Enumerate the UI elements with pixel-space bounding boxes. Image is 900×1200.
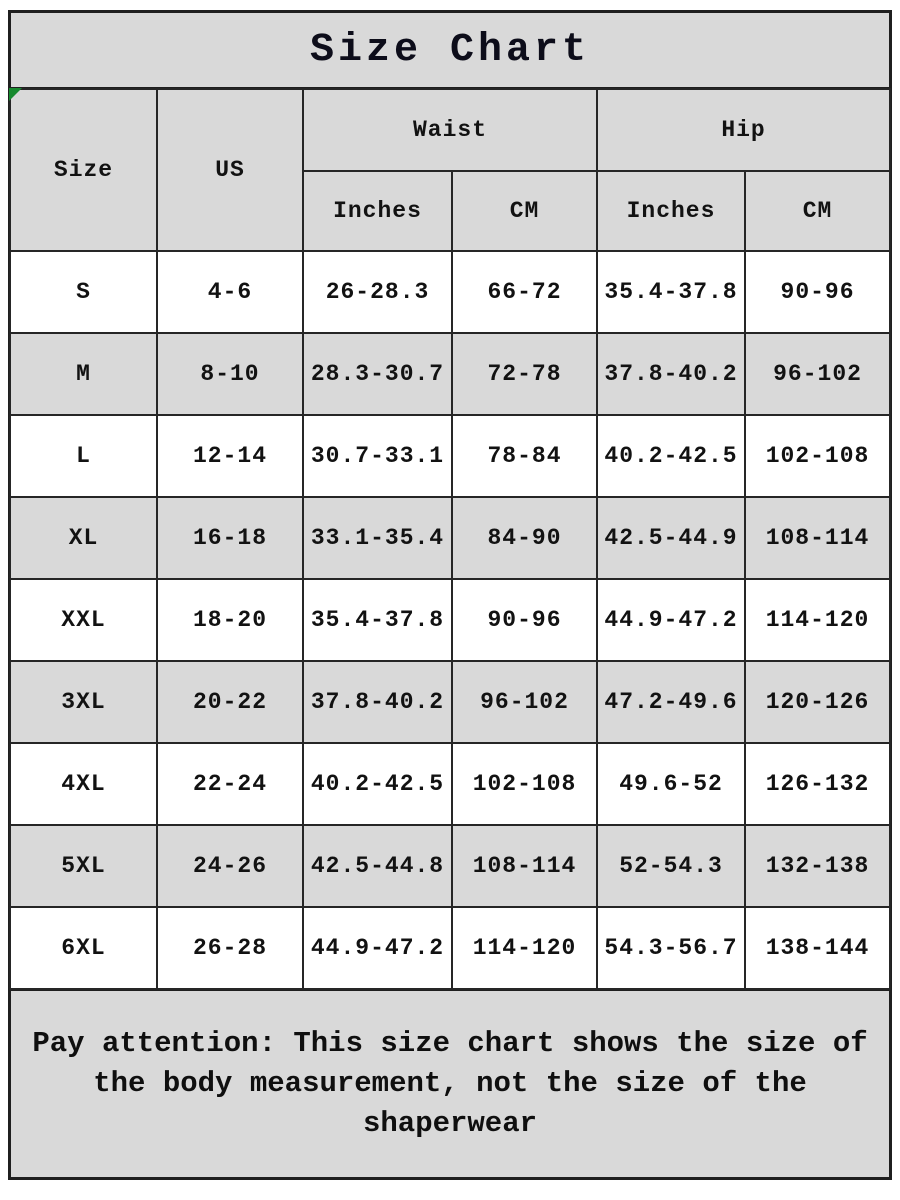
size-cell: 3XL	[10, 661, 157, 743]
table-row-3xl	[10, 661, 890, 743]
waist-inches-cell: 35.4-37.8	[303, 579, 452, 661]
attention-note-text: Pay attention: This size chart shows the size of the body measurement, not the size of the shaperwear	[32, 1026, 868, 1140]
waist-inches-cell: 33.1-35.4	[303, 497, 452, 579]
hip-inches-cell: 35.4-37.8	[597, 251, 745, 333]
hip-inches-cell: 49.6-52	[597, 743, 745, 825]
size-cell: L	[10, 415, 157, 497]
header-size: Size	[10, 89, 157, 251]
size-cell: M	[10, 333, 157, 415]
header-us: US	[157, 89, 303, 251]
header-waist: Waist	[303, 89, 597, 171]
hip-cm-cell: 138-144	[745, 907, 890, 989]
table-row-l	[10, 415, 890, 497]
header-hip-inches: Inches	[597, 171, 745, 251]
waist-cm-cell: 84-90	[452, 497, 597, 579]
waist-cm-cell: 78-84	[452, 415, 597, 497]
table-row-xxl	[10, 579, 890, 661]
us-cell: 12-14	[157, 415, 303, 497]
hip-cm-cell: 90-96	[745, 251, 890, 333]
table-row-xl	[10, 497, 890, 579]
size-cell: 5XL	[10, 825, 157, 907]
hip-inches-cell: 44.9-47.2	[597, 579, 745, 661]
waist-inches-cell: 42.5-44.8	[303, 825, 452, 907]
hip-inches-cell: 52-54.3	[597, 825, 745, 907]
size-cell: S	[10, 251, 157, 333]
header-hip-cm: CM	[745, 171, 890, 251]
table-row-m	[10, 333, 890, 415]
hip-cm-cell: 108-114	[745, 497, 890, 579]
hip-inches-cell: 42.5-44.9	[597, 497, 745, 579]
size-table-container	[8, 87, 892, 991]
header-group-row	[10, 89, 890, 171]
size-cell: XL	[10, 497, 157, 579]
hip-inches-cell: 40.2-42.5	[597, 415, 745, 497]
waist-inches-cell: 26-28.3	[303, 251, 452, 333]
hip-cm-cell: 102-108	[745, 415, 890, 497]
us-cell: 18-20	[157, 579, 303, 661]
waist-cm-cell: 72-78	[452, 333, 597, 415]
us-cell: 26-28	[157, 907, 303, 989]
table-header	[10, 89, 890, 251]
table-row-5xl	[10, 825, 890, 907]
us-cell: 20-22	[157, 661, 303, 743]
hip-inches-cell: 47.2-49.6	[597, 661, 745, 743]
waist-inches-cell: 44.9-47.2	[303, 907, 452, 989]
table-row-s	[10, 251, 890, 333]
waist-cm-cell: 114-120	[452, 907, 597, 989]
size-table	[9, 88, 891, 990]
us-cell: 22-24	[157, 743, 303, 825]
hip-inches-cell: 54.3-56.7	[597, 907, 745, 989]
table-body	[10, 251, 890, 989]
title-box	[8, 10, 892, 90]
waist-inches-cell: 37.8-40.2	[303, 661, 452, 743]
waist-cm-cell: 66-72	[452, 251, 597, 333]
size-cell: 4XL	[10, 743, 157, 825]
header-waist-inches: Inches	[303, 171, 452, 251]
us-cell: 16-18	[157, 497, 303, 579]
header-waist-cm: CM	[452, 171, 597, 251]
hip-cm-cell: 132-138	[745, 825, 890, 907]
hip-cm-cell: 114-120	[745, 579, 890, 661]
size-chart-sheet	[8, 10, 892, 1180]
waist-cm-cell: 96-102	[452, 661, 597, 743]
header-hip: Hip	[597, 89, 890, 171]
us-cell: 4-6	[157, 251, 303, 333]
table-row-4xl	[10, 743, 890, 825]
hip-inches-cell: 37.8-40.2	[597, 333, 745, 415]
waist-inches-cell: 28.3-30.7	[303, 333, 452, 415]
waist-inches-cell: 40.2-42.5	[303, 743, 452, 825]
hip-cm-cell: 126-132	[745, 743, 890, 825]
waist-cm-cell: 90-96	[452, 579, 597, 661]
waist-cm-cell: 108-114	[452, 825, 597, 907]
waist-inches-cell: 30.7-33.1	[303, 415, 452, 497]
size-cell: XXL	[10, 579, 157, 661]
attention-note-box	[8, 988, 892, 1180]
page-title: Size Chart	[309, 27, 591, 73]
green-corner-triangle-icon	[9, 88, 22, 101]
table-row-6xl	[10, 907, 890, 989]
hip-cm-cell: 120-126	[745, 661, 890, 743]
us-cell: 8-10	[157, 333, 303, 415]
hip-cm-cell: 96-102	[745, 333, 890, 415]
waist-cm-cell: 102-108	[452, 743, 597, 825]
size-cell: 6XL	[10, 907, 157, 989]
us-cell: 24-26	[157, 825, 303, 907]
